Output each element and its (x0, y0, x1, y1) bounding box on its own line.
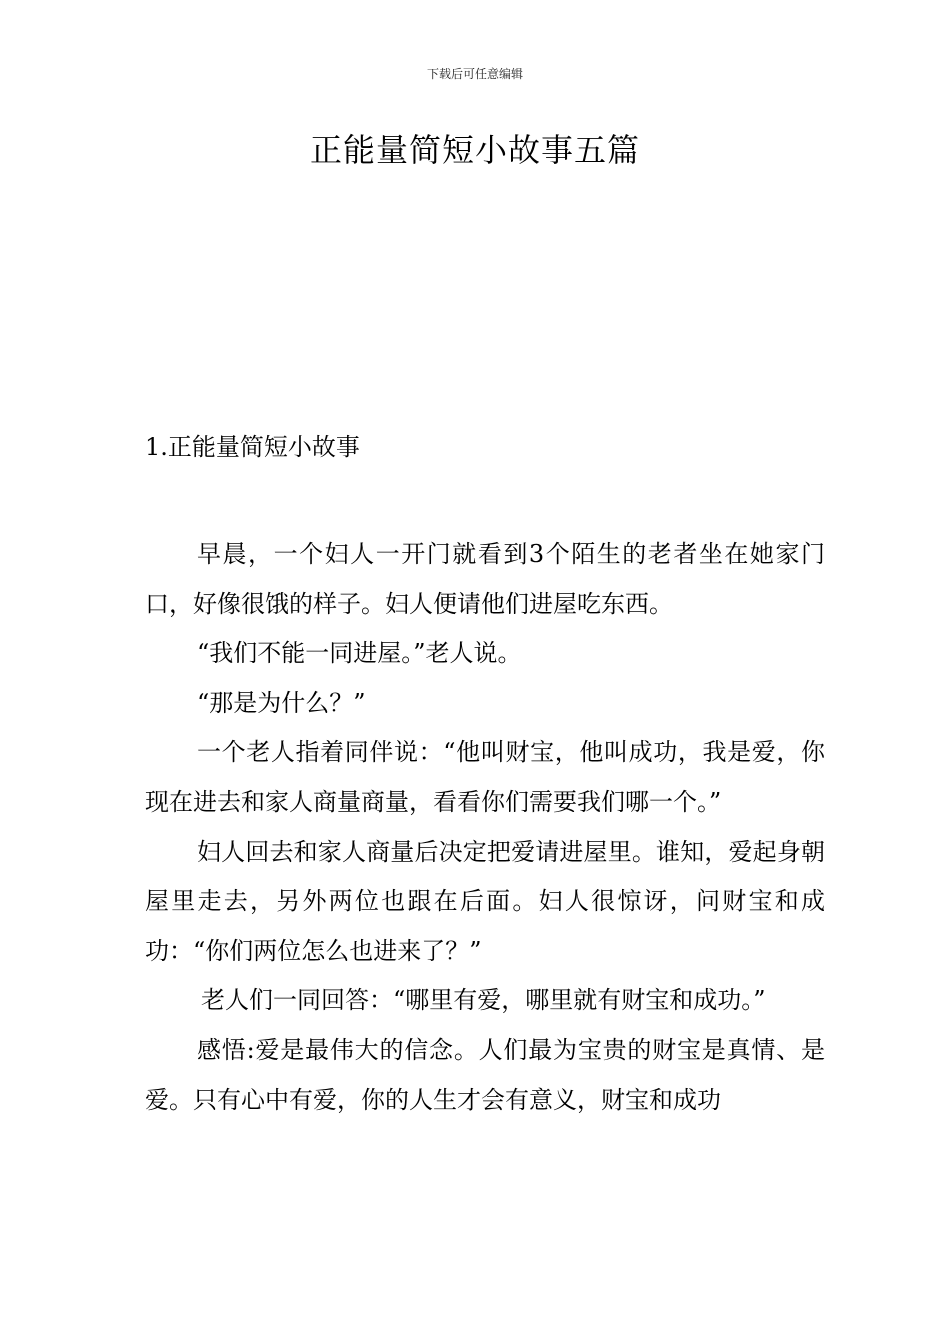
paragraph: “那是为什么？” (197, 688, 366, 717)
story-body (145, 530, 825, 1125)
paragraph: 老人们一同回答：“哪里有爱，哪里就有财宝和成功。” (201, 986, 766, 1015)
paragraph: 早晨，一个妇人一开门就看到3个陌生的老者坐在她家门口，好像很饿的样子。妇人便请他们进屋吃东西。 (145, 540, 825, 618)
paragraph: 妇人回去和家人商量后决定把爱请进屋里。谁知，爱起身朝屋里走去，另外两位也跟在后面。妇人很惊讶，问财宝和成功：“你们两位怎么也进来了？” (145, 837, 825, 965)
document-title: 正能量简短小故事五篇 (309, 131, 640, 169)
section-heading: 1.正能量简短小故事 (145, 433, 360, 461)
paragraph: 感悟:爱是最伟大的信念。人们最为宝贵的财宝是真情、是爱。只有心中有爱，你的人生才会有意义，财宝和成功 (145, 1035, 825, 1114)
paragraph: “我们不能一同进屋。”老人说。 (197, 639, 522, 668)
header-note: 下载后可任意编辑 (426, 67, 523, 81)
paragraph: 一个老人指着同伴说：“他叫财宝，他叫成功，我是爱，你现在进去和家人商量商量，看看你们需要我们哪一个。” (145, 738, 825, 816)
